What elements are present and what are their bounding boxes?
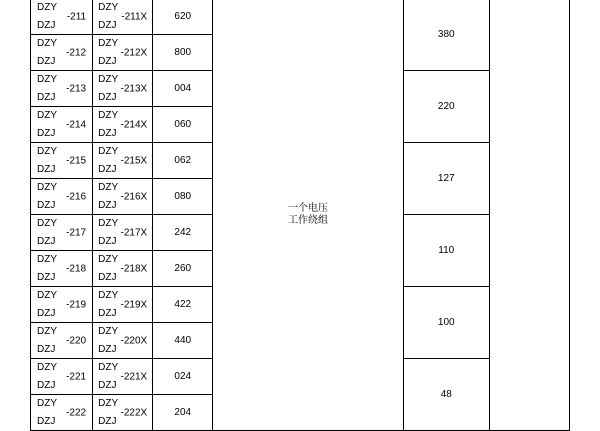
code-bottom: DZJ <box>98 307 117 319</box>
specification-table <box>30 0 570 431</box>
model-bottom: DZJ <box>37 415 56 427</box>
code-bottom: DZJ <box>98 163 117 175</box>
code-top: DZY <box>98 38 119 49</box>
code-bottom: DZJ <box>98 19 117 31</box>
code-cell <box>93 107 153 143</box>
code-suffix: -217X <box>120 226 148 238</box>
code-top: DZY <box>98 110 119 121</box>
code-cell <box>93 35 153 71</box>
number-cell: 004 <box>153 71 213 107</box>
number-cell: 260 <box>153 251 213 287</box>
code-suffix: -214X <box>120 118 148 130</box>
voltage-cell: 110 <box>403 215 489 287</box>
code-suffix: -218X <box>120 262 148 274</box>
model-suffix: -222 <box>66 406 87 418</box>
model-bottom: DZJ <box>37 91 56 103</box>
code-bottom: DZJ <box>98 127 117 139</box>
model-top: DZY <box>37 326 57 337</box>
model-bottom: DZJ <box>37 343 56 355</box>
winding-description-line1: 一个电压 <box>288 203 328 214</box>
model-cell <box>31 251 93 287</box>
voltage-cell: 127 <box>403 143 489 215</box>
model-suffix: -220 <box>66 334 87 346</box>
model-bottom: DZJ <box>37 379 56 391</box>
number-cell: 422 <box>153 287 213 323</box>
model-top: DZY <box>37 146 57 157</box>
voltage-cell: 220 <box>403 71 489 143</box>
model-bottom: DZJ <box>37 163 56 175</box>
voltage-cell: 48 <box>403 359 489 431</box>
model-top: DZY <box>37 254 57 265</box>
model-cell <box>31 107 93 143</box>
model-suffix: -216 <box>66 190 87 202</box>
code-cell <box>93 71 153 107</box>
code-bottom: DZJ <box>98 55 117 67</box>
model-bottom: DZJ <box>37 55 56 67</box>
code-cell <box>93 251 153 287</box>
model-top: DZY <box>37 290 57 301</box>
model-bottom: DZJ <box>37 199 56 211</box>
model-cell <box>31 71 93 107</box>
code-bottom: DZJ <box>98 343 117 355</box>
model-top: DZY <box>37 110 57 121</box>
code-cell <box>93 323 153 359</box>
code-bottom: DZJ <box>98 379 117 391</box>
code-cell <box>93 359 153 395</box>
number-cell: 440 <box>153 323 213 359</box>
number-cell: 620 <box>153 0 213 35</box>
number-cell: 060 <box>153 107 213 143</box>
model-top: DZY <box>37 398 57 409</box>
table-row <box>31 0 570 35</box>
winding-description-line2: 工作绕组 <box>288 214 328 226</box>
voltage-cell: 100 <box>403 287 489 359</box>
model-bottom: DZJ <box>37 235 56 247</box>
model-top: DZY <box>37 182 57 193</box>
model-cell <box>31 359 93 395</box>
code-top: DZY <box>98 326 119 337</box>
number-cell: 024 <box>153 359 213 395</box>
code-suffix: -216X <box>120 190 148 202</box>
voltage-cell: 380 <box>403 0 489 71</box>
code-suffix: -222X <box>120 406 148 418</box>
model-suffix: -221 <box>66 370 87 382</box>
code-top: DZY <box>98 146 119 157</box>
model-suffix: -217 <box>66 226 87 238</box>
model-suffix: -213 <box>66 82 87 94</box>
code-suffix: -212X <box>120 46 148 58</box>
number-cell: 062 <box>153 143 213 179</box>
model-top: DZY <box>37 38 57 49</box>
code-suffix: -219X <box>120 298 148 310</box>
code-top: DZY <box>98 290 119 301</box>
code-cell <box>93 0 153 35</box>
model-cell <box>31 215 93 251</box>
winding-description-cell <box>213 0 403 431</box>
model-top: DZY <box>37 362 57 373</box>
model-top: DZY <box>37 2 57 13</box>
model-suffix: -211 <box>66 10 87 22</box>
code-bottom: DZJ <box>98 415 117 427</box>
code-suffix: -213X <box>120 82 148 94</box>
code-top: DZY <box>98 2 119 13</box>
model-suffix: -219 <box>66 298 87 310</box>
model-top: DZY <box>37 218 57 229</box>
model-bottom: DZJ <box>37 307 56 319</box>
code-top: DZY <box>98 182 119 193</box>
model-suffix: -212 <box>66 46 87 58</box>
model-cell <box>31 179 93 215</box>
code-top: DZY <box>98 74 119 85</box>
model-cell <box>31 143 93 179</box>
number-cell: 080 <box>153 179 213 215</box>
code-bottom: DZJ <box>98 199 117 211</box>
code-suffix: -215X <box>120 154 148 166</box>
model-suffix: -215 <box>66 154 87 166</box>
code-suffix: -211X <box>121 10 148 22</box>
model-bottom: DZJ <box>37 127 56 139</box>
model-cell <box>31 35 93 71</box>
number-cell: 800 <box>153 35 213 71</box>
code-bottom: DZJ <box>98 271 117 283</box>
code-suffix: -221X <box>120 370 148 382</box>
code-bottom: DZJ <box>98 235 117 247</box>
code-cell <box>93 143 153 179</box>
code-top: DZY <box>98 218 119 229</box>
model-bottom: DZJ <box>37 271 56 283</box>
code-top: DZY <box>98 362 119 373</box>
model-cell <box>31 323 93 359</box>
number-cell: 204 <box>153 395 213 431</box>
last-column-cell <box>489 0 569 431</box>
code-top: DZY <box>98 398 119 409</box>
number-cell: 242 <box>153 215 213 251</box>
model-suffix: -214 <box>66 118 87 130</box>
model-bottom: DZJ <box>37 19 56 31</box>
code-cell <box>93 215 153 251</box>
code-cell <box>93 179 153 215</box>
code-cell <box>93 287 153 323</box>
code-top: DZY <box>98 254 119 265</box>
code-suffix: -220X <box>120 334 148 346</box>
code-bottom: DZJ <box>98 91 117 103</box>
model-suffix: -218 <box>66 262 87 274</box>
model-top: DZY <box>37 74 57 85</box>
model-cell <box>31 0 93 35</box>
model-cell <box>31 287 93 323</box>
